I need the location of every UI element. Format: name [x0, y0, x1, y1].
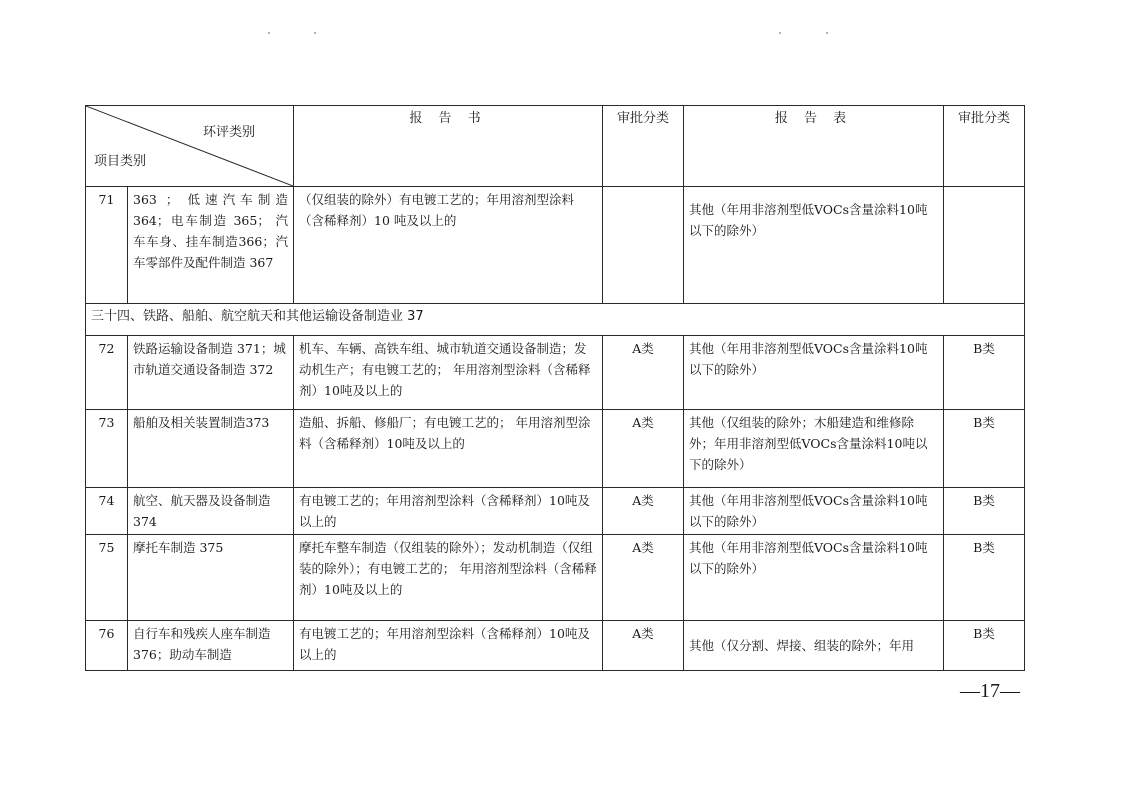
- row-number: 73: [86, 410, 128, 488]
- approval-class: A类: [603, 535, 684, 621]
- table-header-row: [86, 106, 1025, 187]
- approval-class: B类: [944, 535, 1025, 621]
- approval-class: B类: [944, 621, 1025, 671]
- project-category: 航空、航天器及设备制造 374: [128, 488, 294, 535]
- report-table-criteria: 其他（年用非溶剂型低VOCs含量涂料10吨以下的除外）: [684, 187, 944, 304]
- corner-header-cell: [86, 106, 294, 187]
- approval-class: B类: [944, 410, 1025, 488]
- report-book-criteria: 有电镀工艺的；年用溶剂型涂料（含稀释剂）10吨及以上的: [294, 621, 603, 671]
- scan-mark: [314, 32, 316, 34]
- report-book-criteria: （仅组装的除外）有电镀工艺的；年用溶剂型涂料（含稀释剂）10 吨及以上的: [294, 187, 603, 304]
- project-category: 铁路运输设备制造 371；城市轨道交通设备制造 372: [128, 336, 294, 410]
- eia-classification-table: [85, 105, 1025, 671]
- project-category: 船舶及相关装置制造373: [128, 410, 294, 488]
- approval-class: A类: [603, 621, 684, 671]
- row-number: 74: [86, 488, 128, 535]
- approval-class: A类: [603, 336, 684, 410]
- row-number: 75: [86, 535, 128, 621]
- approval-class: [944, 187, 1025, 304]
- report-table-criteria: 其他（年用非溶剂型低VOCs含量涂料10吨以下的除外）: [684, 488, 944, 535]
- report-book-criteria: 摩托车整车制造（仅组装的除外）；发动机制造（仅组装的除外）；有电镀工艺的； 年用溶剂型涂料（含稀释剂）10吨及以上的: [294, 535, 603, 621]
- report-table-criteria: 其他（仅组装的除外；木船建造和维修除外；年用非溶剂型低VOCs含量涂料10吨以下的除外）: [684, 410, 944, 488]
- table-row: [86, 535, 1025, 621]
- row-number: 72: [86, 336, 128, 410]
- approval-class: A类: [603, 488, 684, 535]
- approval-class: A类: [603, 410, 684, 488]
- diagonal-divider: [86, 106, 293, 186]
- row-number: 71: [86, 187, 128, 304]
- report-book-criteria: 机车、车辆、高铁车组、城市轨道交通设备制造；发动机生产；有电镀工艺的； 年用溶剂型涂料（含稀释剂）10吨及以上的: [294, 336, 603, 410]
- report-table-criteria: 其他（年用非溶剂型低VOCs含量涂料10吨以下的除外）: [684, 535, 944, 621]
- page-number: —17—: [960, 680, 1020, 702]
- approval-class: B类: [944, 336, 1025, 410]
- approval-class: B类: [944, 488, 1025, 535]
- report-book-criteria: 有电镀工艺的；年用溶剂型涂料（含稀释剂）10吨及以上的: [294, 488, 603, 535]
- section-row: [86, 304, 1025, 336]
- report-table-criteria: 其他（仅分割、焊接、组装的除外；年用: [684, 621, 944, 671]
- header-approval-1: 审批分类: [603, 106, 684, 187]
- report-book-criteria: 造船、拆船、修船厂；有电镀工艺的； 年用溶剂型涂料（含稀释剂）10吨及以上的: [294, 410, 603, 488]
- header-report-table: 报 告 表: [684, 106, 944, 187]
- header-project-category: 项目类别: [94, 154, 147, 169]
- header-report-book: 报 告 书: [294, 106, 603, 187]
- scan-mark: [779, 32, 781, 34]
- section-heading: 三十四、铁路、船舶、航空航天和其他运输设备制造业 37: [86, 304, 1025, 336]
- project-category: 自行车和残疾人座车制造 376；助动车制造: [128, 621, 294, 671]
- table-row: [86, 621, 1025, 671]
- approval-class: [603, 187, 684, 304]
- header-approval-2: 审批分类: [944, 106, 1025, 187]
- report-table-criteria: 其他（年用非溶剂型低VOCs含量涂料10吨以下的除外）: [684, 336, 944, 410]
- header-eia-category: 环评类别: [202, 125, 255, 140]
- scan-mark: [826, 32, 828, 34]
- table-row: [86, 488, 1025, 535]
- table-row: [86, 336, 1025, 410]
- project-category: 363 ； 低速汽车制造 364；电车制造 365； 汽车车身、挂车制造366；汽车零部件及配件制造 367: [128, 187, 294, 304]
- project-category: 摩托车制造 375: [128, 535, 294, 621]
- table-row: [86, 410, 1025, 488]
- scan-mark: [268, 32, 270, 34]
- row-number: 76: [86, 621, 128, 671]
- table-row: [86, 187, 1025, 304]
